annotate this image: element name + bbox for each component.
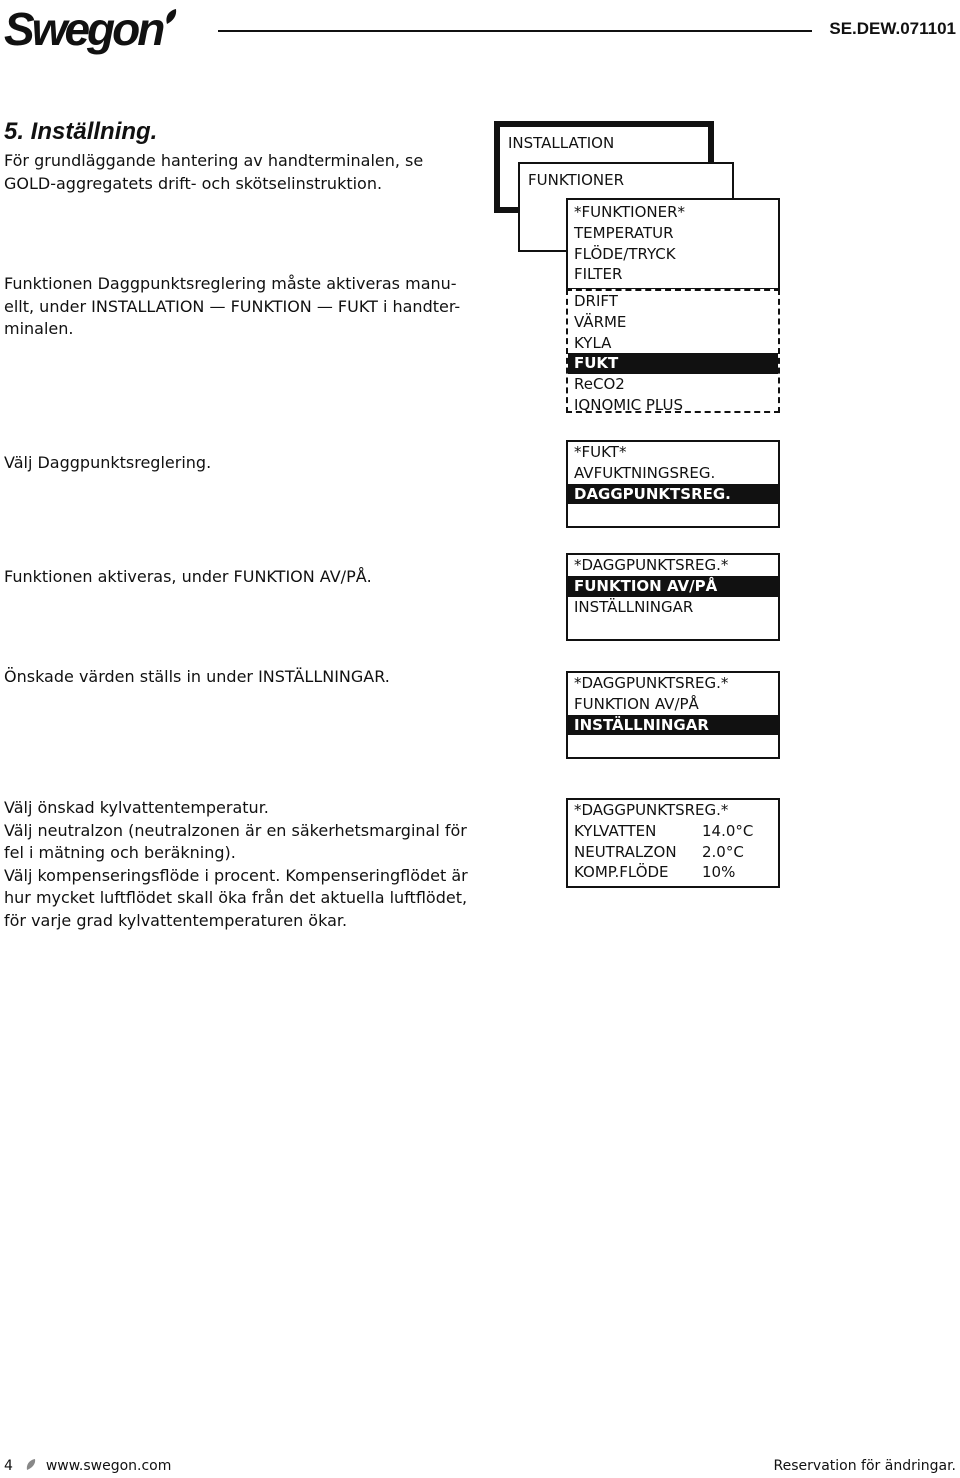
- menu-item-fukt-selected[interactable]: FUKT: [568, 353, 778, 374]
- document-code: SE.DEW.071101: [829, 19, 956, 38]
- dew-settings-nav-screen: [566, 671, 780, 759]
- footer-note: Reservation för ändringar.: [773, 1458, 956, 1474]
- menu-item-varme[interactable]: VÄRME: [574, 312, 627, 331]
- activation-line: ellt, under INSTALLATION — FUNKTION — FUKT i handter-: [4, 296, 461, 316]
- menu-item-installningar-selected[interactable]: INSTÄLLNINGAR: [568, 715, 778, 736]
- menu-item-kyla[interactable]: KYLA: [574, 333, 612, 352]
- setting-label: KOMP.FLÖDE: [574, 863, 669, 882]
- menu-item-installningar[interactable]: INSTÄLLNINGAR: [574, 597, 694, 616]
- setting-value[interactable]: 14.0°C: [702, 821, 754, 840]
- setting-label: KYLVATTEN: [574, 821, 657, 840]
- leaf-icon: [164, 8, 178, 26]
- instruction-line: Välj kompenseringsflöde i procent. Kompenseringflödet är: [4, 865, 468, 885]
- menu-item-avfuktningsreg[interactable]: AVFUKTNINGSREG.: [574, 463, 716, 482]
- setting-value[interactable]: 2.0°C: [702, 842, 744, 861]
- installation-tab-label: INSTALLATION: [508, 134, 615, 152]
- setting-value[interactable]: 10%: [702, 863, 736, 882]
- setting-row-komp-flode[interactable]: [568, 862, 778, 883]
- menu-item-filter[interactable]: FILTER: [574, 265, 623, 284]
- activation-line: Funktionen Daggpunktsreglering måste aktiveras manu-: [4, 274, 457, 293]
- header-rule: [218, 30, 812, 32]
- intro-text: För grundläggande hantering av handterminalen, se GOLD-aggregatets drift- och skötselinstruktion.: [4, 151, 424, 193]
- menu-item-funktion-av-pa[interactable]: FUNKTION AV/PÅ: [574, 694, 699, 713]
- activation-line: minalen.: [4, 319, 74, 338]
- setting-row-neutralzon[interactable]: [568, 842, 778, 863]
- activated-under-text: Funktionen aktiveras, under FUNKTION AV/PÅ.: [4, 567, 372, 586]
- choose-dew-text: Välj Daggpunktsreglering.: [4, 453, 212, 472]
- menu-item-flode-tryck[interactable]: FLÖDE/TRYCK: [574, 244, 676, 263]
- optional-functions-menu: [566, 289, 780, 413]
- screen-title: *DAGGPUNKTSREG.*: [574, 556, 729, 574]
- instruction-line: Välj önskad kylvattentemperatur.: [4, 798, 269, 817]
- instruction-line: hur mycket luftflödet skall öka från det aktuella luftflödet,: [4, 888, 468, 907]
- menu-item-temperatur[interactable]: TEMPERATUR: [574, 223, 674, 242]
- website-link[interactable]: www.swegon.com: [45, 1458, 172, 1474]
- screen-title: *DAGGPUNKTSREG.*: [574, 674, 729, 692]
- fukt-screen: [566, 440, 780, 528]
- screen-title: *FUKT*: [574, 443, 627, 461]
- swegon-logo: [4, 3, 178, 55]
- leaf-icon: [25, 1458, 37, 1472]
- footer-left: [4, 1458, 171, 1474]
- funktioner-tab-label: FUNKTIONER: [528, 171, 625, 189]
- menu-title: *FUNKTIONER*: [574, 203, 686, 221]
- setting-row-kylvatten[interactable]: [568, 821, 778, 842]
- settings-under-text: Önskade värden ställs in under INSTÄLLNINGAR.: [4, 667, 390, 686]
- menu-item-reco2[interactable]: ReCO2: [574, 375, 625, 394]
- screen-title: *DAGGPUNKTSREG.*: [574, 801, 729, 819]
- setting-label: NEUTRALZON: [574, 842, 677, 861]
- menu-item-funktion-av-pa-selected[interactable]: FUNKTION AV/PÅ: [568, 576, 778, 597]
- instruction-line: för varje grad kylvattentemperaturen ökar.: [4, 910, 348, 930]
- menu-item-drift[interactable]: DRIFT: [574, 292, 618, 310]
- logo-text: Swegon: [4, 3, 163, 55]
- dew-settings-screen: [566, 798, 780, 888]
- instruction-line: fel i mätning och beräkning).: [4, 843, 236, 862]
- activation-text: [4, 273, 474, 341]
- instruction-line: Välj neutralzon (neutralzonen är en säkerhetsmarginal för: [4, 820, 467, 840]
- menu-item-daggpunktsreg-selected[interactable]: DAGGPUNKTSREG.: [568, 484, 778, 505]
- final-instructions: [4, 797, 474, 932]
- funktioner-menu: [566, 198, 780, 290]
- page-number: 4: [4, 1458, 13, 1474]
- dew-function-screen: [566, 553, 780, 641]
- menu-item-iqnomic-plus[interactable]: IQNOMIC PLUS: [574, 395, 684, 414]
- section-heading: 5. Inställning.: [4, 118, 158, 145]
